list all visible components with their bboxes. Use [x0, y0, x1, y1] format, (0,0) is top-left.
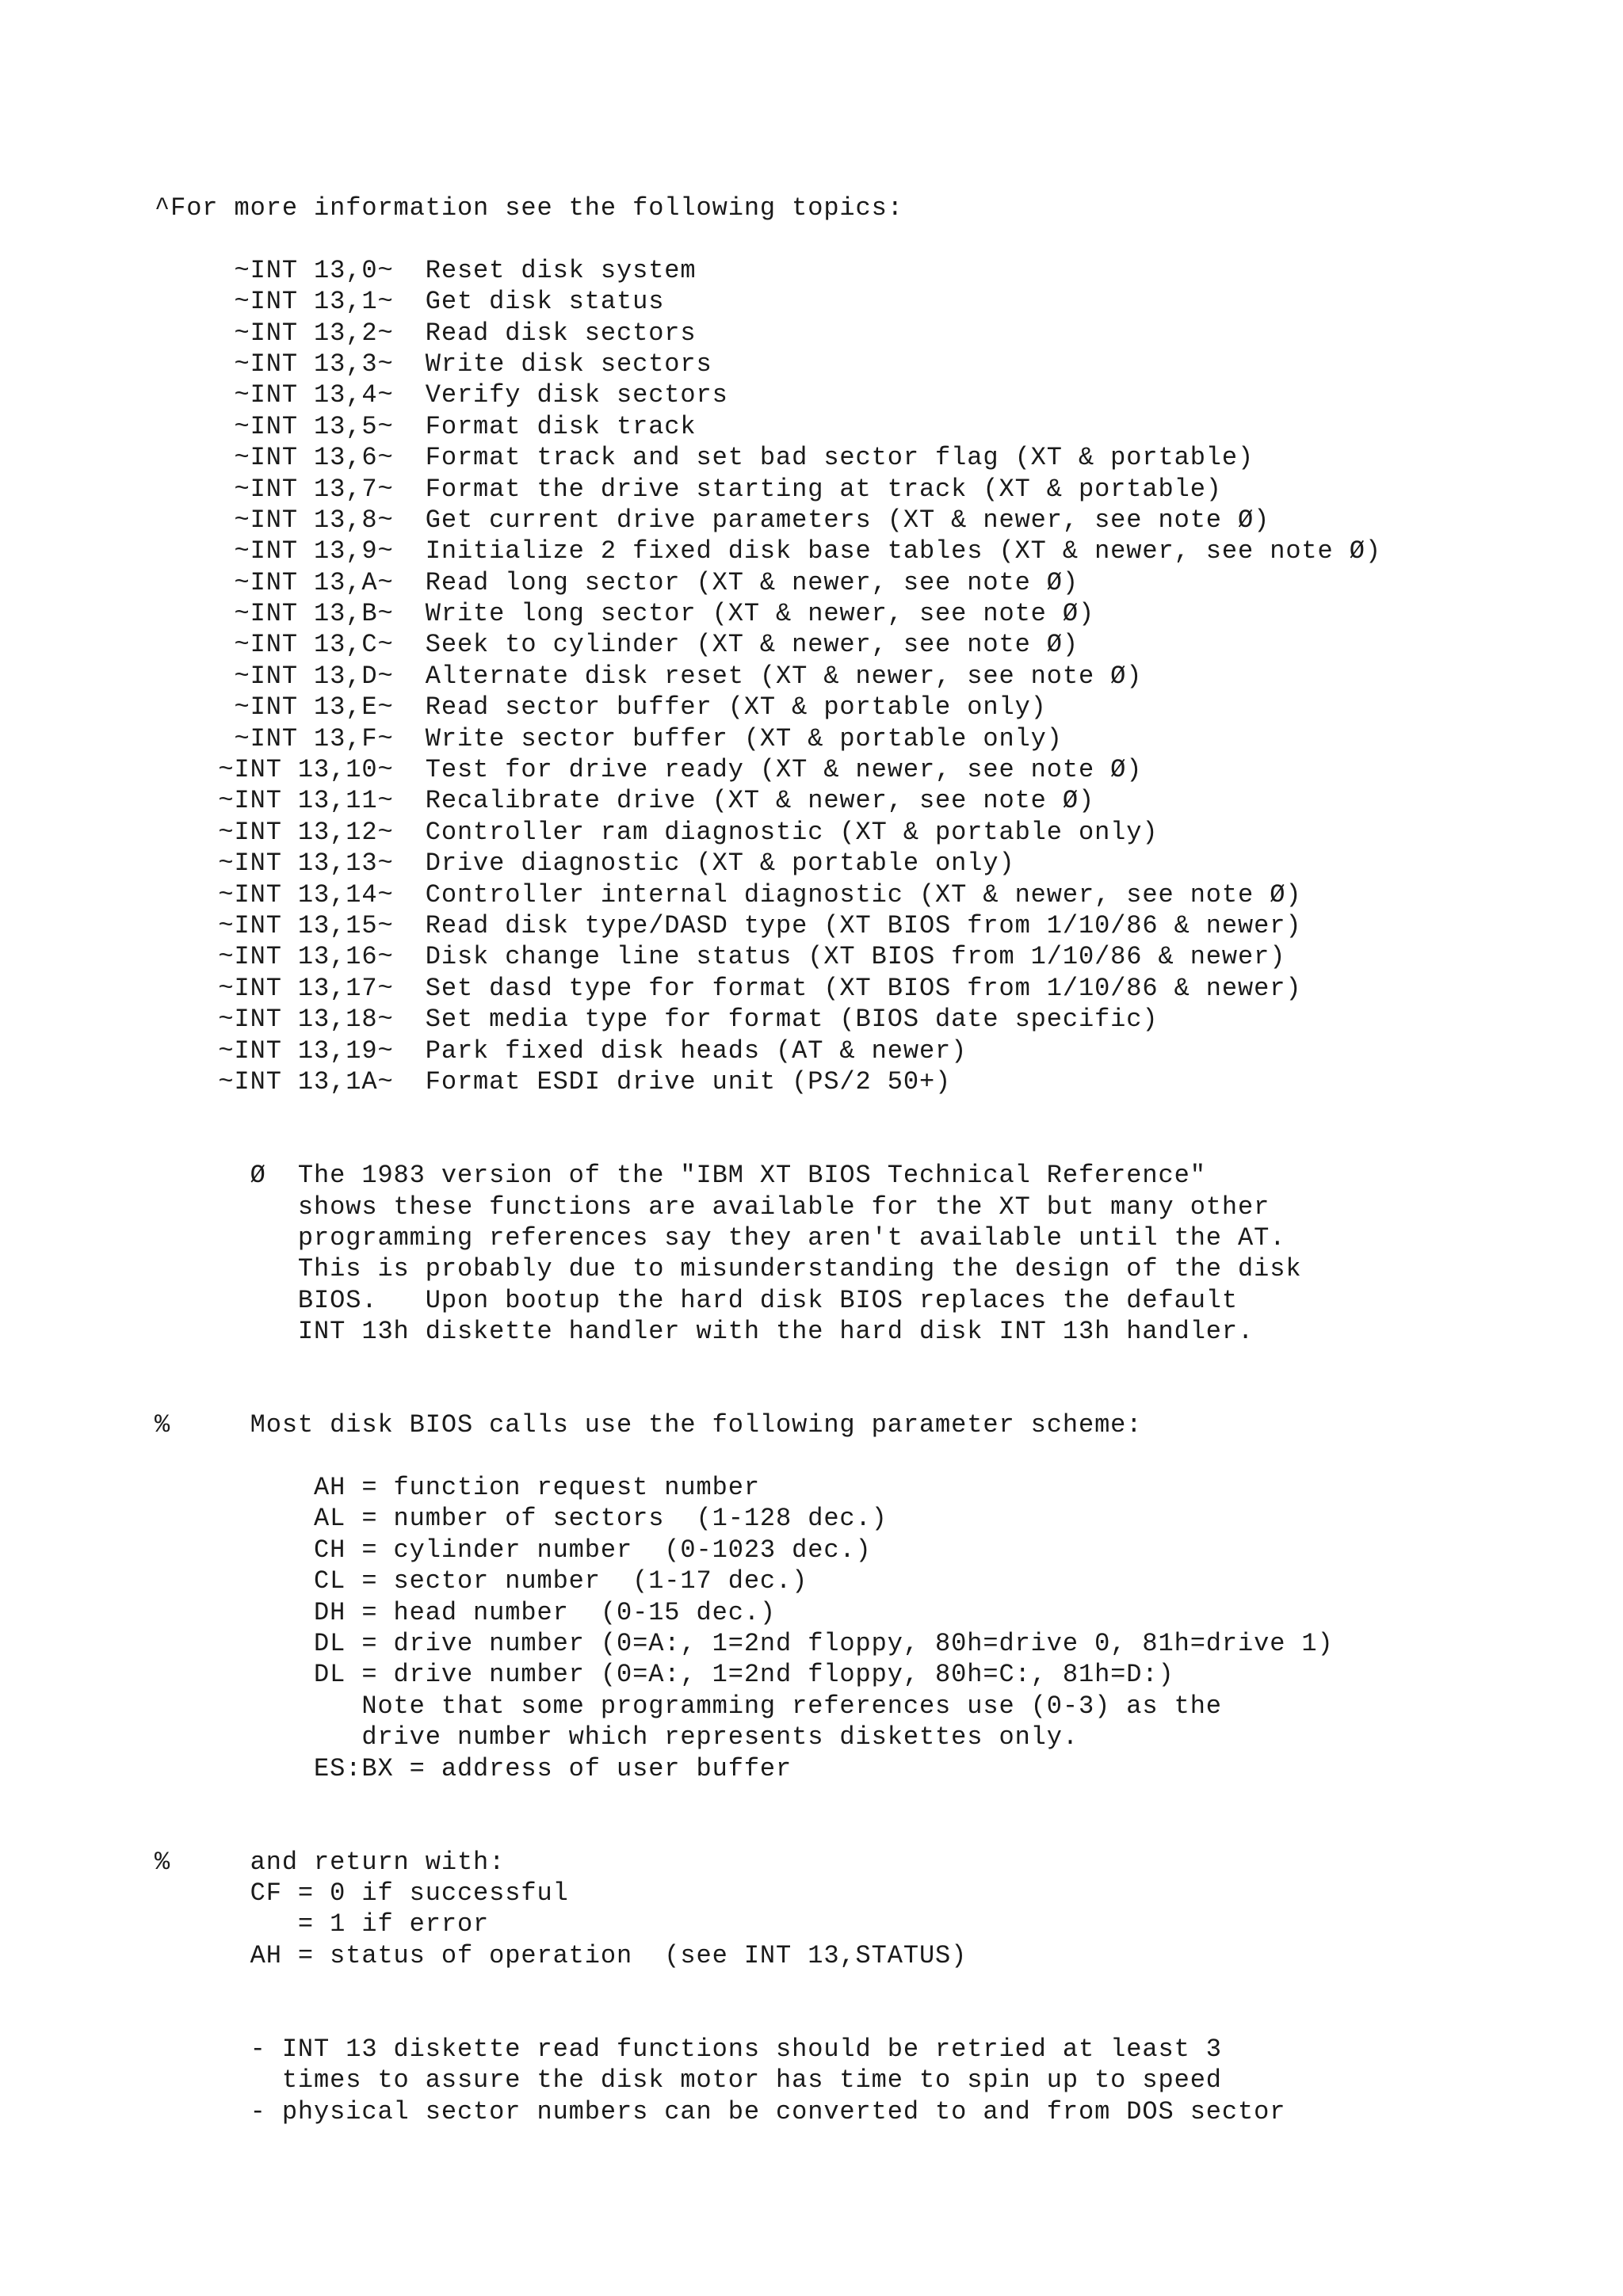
text-line: [155, 1815, 1381, 1846]
text-line: DL = drive number (0=A:, 1=2nd floppy, 80h=drive 0, 81h=drive 1): [155, 1628, 1334, 1658]
text-line: This is probably due to misunderstanding the design of the disk: [155, 1254, 1302, 1284]
text-line: AH = status of operation (see INT 13,STATUS): [155, 1940, 968, 1970]
text-line: ~INT 13,14~ Controller internal diagnostic (XT & newer, see note Ø): [155, 879, 1302, 910]
text-line: CH = cylinder number (0-1023 dec.): [155, 1535, 872, 1565]
text-line: INT 13h diskette handler with the hard disk INT 13h handler.: [155, 1317, 1254, 1347]
text-line: times to assure the disk motor has time to spin up to speed: [155, 2065, 1222, 2096]
text-line: ~INT 13,9~ Initialize 2 fixed disk base tables (XT & newer, see note Ø): [155, 536, 1381, 566]
text-line: ~INT 13,F~ Write sector buffer (XT & portable only): [155, 723, 1063, 753]
text-line: ~INT 13,19~ Park fixed disk heads (AT & newer): [155, 1035, 968, 1066]
text-line: ~INT 13,18~ Set media type for format (BIOS date specific): [155, 1005, 1159, 1035]
text-line: [155, 223, 1381, 254]
text-line: AL = number of sectors (1-128 dec.): [155, 1504, 888, 1534]
text-line: ES:BX = address of user buffer: [155, 1753, 792, 1783]
text-line: [155, 1441, 1381, 1472]
text-line: [155, 2003, 1381, 2034]
text-line: Ø The 1983 version of the "IBM XT BIOS Technical Reference": [155, 1161, 1206, 1191]
text-line: DH = head number (0-15 dec.): [155, 1597, 777, 1627]
text-line: BIOS. Upon bootup the hard disk BIOS replaces the default: [155, 1285, 1239, 1315]
text-line: ~INT 13,B~ Write long sector (XT & newer, see note Ø): [155, 599, 1095, 629]
text-line: - INT 13 diskette read functions should be retried at least 3: [155, 2035, 1222, 2065]
text-line: [155, 1971, 1381, 2002]
text-line: [155, 1784, 1381, 1815]
text-line: % Most disk BIOS calls use the following parameter scheme:: [155, 1410, 1143, 1440]
text-line: ~INT 13,15~ Read disk type/DASD type (XT BIOS from 1/10/86 & newer): [155, 910, 1302, 940]
text-line: ~INT 13,8~ Get current drive parameters (XT & newer, see note Ø): [155, 505, 1270, 535]
text-line: ~INT 13,3~ Write disk sectors: [155, 349, 712, 379]
text-line: ~INT 13,11~ Recalibrate drive (XT & newer, see note Ø): [155, 786, 1095, 816]
text-line: [155, 1347, 1381, 1378]
text-line: [155, 1097, 1381, 1128]
text-line: ~INT 13,1A~ Format ESDI drive unit (PS/2 50+): [155, 1066, 952, 1097]
text-line: ~INT 13,10~ Test for drive ready (XT & newer, see note Ø): [155, 755, 1143, 785]
text-line: [155, 1379, 1381, 1409]
text-line: % and return with:: [155, 1847, 506, 1877]
document-text: [155, 193, 1381, 2127]
text-line: CL = sector number (1-17 dec.): [155, 1566, 808, 1596]
text-line: AH = function request number: [155, 1473, 760, 1503]
text-line: ~INT 13,6~ Format track and set bad sector flag (XT & portable): [155, 443, 1254, 473]
text-line: = 1 if error: [155, 1909, 490, 1939]
text-line: drive number which represents diskettes only.: [155, 1722, 1079, 1753]
text-line: ~INT 13,5~ Format disk track: [155, 411, 697, 441]
text-line: ~INT 13,A~ Read long sector (XT & newer, see note Ø): [155, 567, 1079, 597]
text-line: ~INT 13,2~ Read disk sectors: [155, 318, 697, 348]
text-line: [155, 1129, 1381, 1160]
text-line: Note that some programming references use (0-3) as the: [155, 1691, 1222, 1721]
text-line: ~INT 13,16~ Disk change line status (XT BIOS from 1/10/86 & newer): [155, 942, 1286, 972]
text-line: ~INT 13,4~ Verify disk sectors: [155, 380, 728, 410]
text-line: ~INT 13,12~ Controller ram diagnostic (XT & portable only): [155, 817, 1159, 847]
text-line: DL = drive number (0=A:, 1=2nd floppy, 80h=C:, 81h=D:): [155, 1660, 1174, 1690]
text-line: shows these functions are available for the XT but many other: [155, 1192, 1270, 1222]
text-line: ~INT 13,C~ Seek to cylinder (XT & newer, see note Ø): [155, 630, 1079, 660]
text-line: ~INT 13,17~ Set dasd type for format (XT BIOS from 1/10/86 & newer): [155, 973, 1302, 1003]
text-line: ~INT 13,1~ Get disk status: [155, 287, 665, 317]
text-line: - physical sector numbers can be converted to and from DOS sector: [155, 2096, 1286, 2126]
text-line: ~INT 13,13~ Drive diagnostic (XT & portable only): [155, 849, 1015, 879]
text-line: ~INT 13,7~ Format the drive starting at track (XT & portable): [155, 474, 1222, 504]
text-line: ~INT 13,E~ Read sector buffer (XT & portable only): [155, 692, 1047, 723]
text-line: ~INT 13,D~ Alternate disk reset (XT & newer, see note Ø): [155, 661, 1143, 691]
text-line: programming references say they aren't available until the AT.: [155, 1222, 1286, 1253]
text-line: ^For more information see the following topics:: [155, 193, 903, 223]
text-line: CF = 0 if successful: [155, 1878, 569, 1909]
text-line: ~INT 13,0~ Reset disk system: [155, 255, 697, 285]
